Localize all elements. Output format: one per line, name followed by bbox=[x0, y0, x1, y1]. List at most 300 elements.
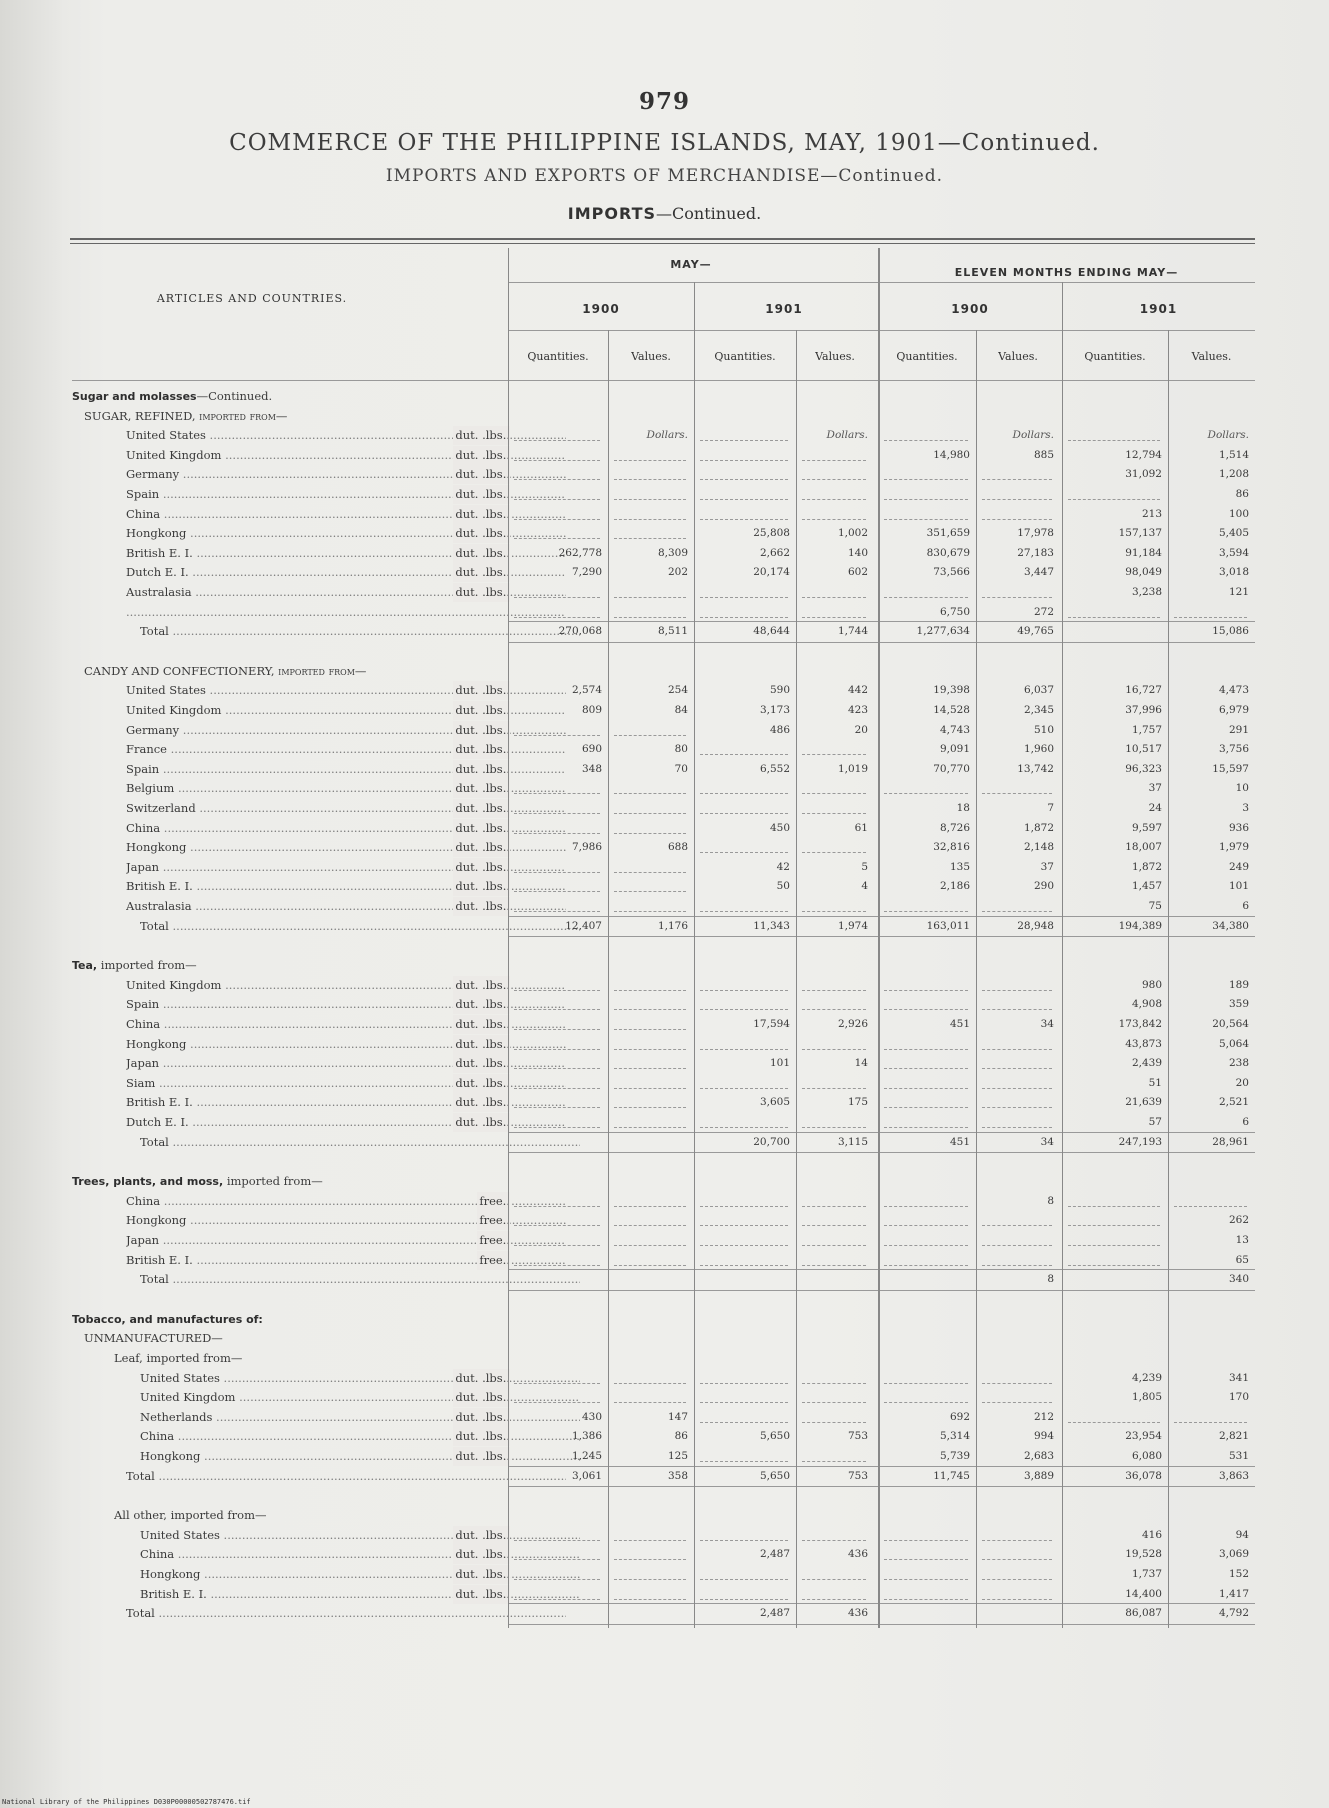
value-cell: 262 bbox=[1228, 1214, 1249, 1227]
value-cell: 8 bbox=[1047, 1194, 1054, 1207]
empty-cell-leader bbox=[884, 1225, 968, 1227]
label-text: Japan bbox=[126, 859, 160, 874]
empty-cell-leader bbox=[884, 793, 968, 795]
value-cell: 1,176 bbox=[657, 919, 688, 932]
row-label bbox=[72, 917, 510, 936]
year-eleven-1900: 1900 bbox=[951, 302, 989, 316]
empty-cell-leader bbox=[982, 793, 1052, 795]
value-cell: 7,290 bbox=[571, 566, 602, 579]
value-cell: 37 bbox=[1148, 782, 1162, 795]
unit-label: dut. .lbs.. bbox=[453, 701, 510, 720]
empty-cell-leader bbox=[614, 1245, 686, 1247]
empty-cell-leader bbox=[802, 1579, 866, 1581]
value-cell: 6,552 bbox=[759, 762, 790, 775]
empty-cell-leader bbox=[514, 460, 600, 462]
value-cell: 13 bbox=[1235, 1234, 1249, 1246]
label-text: Total bbox=[140, 1272, 169, 1287]
value-cell: 6,979 bbox=[1218, 704, 1249, 716]
row-label bbox=[72, 465, 510, 484]
unit-label: dut. .lbs.. bbox=[453, 583, 510, 602]
value-cell: 238 bbox=[1228, 1057, 1249, 1070]
empty-cell-leader bbox=[982, 479, 1052, 481]
empty-cell-leader bbox=[614, 1127, 686, 1129]
value-cell: 270,068 bbox=[558, 625, 602, 638]
label-text: United States bbox=[140, 1370, 220, 1385]
table-row bbox=[72, 1074, 1255, 1093]
empty-cell-leader bbox=[514, 1383, 600, 1385]
value-cell: 36,078 bbox=[1125, 1469, 1162, 1482]
table-row bbox=[72, 426, 1255, 445]
row-label bbox=[72, 1133, 510, 1152]
empty-cell-leader bbox=[802, 754, 866, 756]
row-label bbox=[72, 1251, 510, 1270]
qty-header-4: Quantities. bbox=[1084, 350, 1146, 363]
table-row bbox=[72, 760, 1255, 779]
table-row bbox=[72, 1015, 1255, 1034]
empty-cell-leader bbox=[884, 1402, 968, 1404]
empty-cell-leader bbox=[802, 1422, 866, 1424]
value-cell: 152 bbox=[1228, 1568, 1249, 1580]
value-cell: 416 bbox=[1141, 1528, 1162, 1541]
value-cell: 3,447 bbox=[1023, 566, 1054, 579]
table-row bbox=[72, 465, 1255, 484]
category-name: Trees, plants, and moss, bbox=[72, 1175, 224, 1189]
table-row bbox=[72, 976, 1255, 995]
value-cell: 9,597 bbox=[1131, 821, 1162, 834]
value-cell: 65 bbox=[1235, 1253, 1249, 1266]
empty-cell-leader bbox=[614, 833, 686, 835]
section-title-rest: —Continued. bbox=[656, 204, 762, 223]
value-cell: 2,662 bbox=[759, 546, 790, 559]
value-cell: 2,574 bbox=[571, 684, 602, 697]
label-text: British E. I. bbox=[126, 879, 193, 894]
empty-cell-leader bbox=[802, 1461, 866, 1463]
empty-cell-leader bbox=[614, 911, 686, 913]
total-rule bbox=[508, 642, 1255, 643]
total-rule bbox=[508, 1269, 1255, 1270]
empty-cell-leader bbox=[884, 1107, 968, 1109]
empty-cell-leader bbox=[700, 813, 788, 815]
unit-label: dut. .lbs.. bbox=[453, 1447, 510, 1466]
row-label bbox=[72, 1408, 510, 1427]
category-name: Sugar and molasses bbox=[72, 390, 197, 403]
empty-cell-leader bbox=[802, 1049, 866, 1051]
articles-header: ARTICLES AND COUNTRIES. bbox=[156, 292, 348, 305]
value-cell: 3,238 bbox=[1131, 586, 1162, 598]
label-text: China bbox=[140, 1429, 175, 1444]
empty-cell-leader bbox=[700, 1225, 788, 1227]
total-rule bbox=[508, 1624, 1255, 1625]
total-rule bbox=[508, 621, 1255, 622]
label-text: Total bbox=[140, 918, 169, 933]
page-subtitle: IMPORTS AND EXPORTS OF MERCHANDISE—Continued. bbox=[385, 166, 944, 186]
value-cell: 84 bbox=[674, 704, 688, 716]
row-label bbox=[72, 740, 510, 759]
total-label bbox=[140, 1133, 580, 1152]
top-rule-thin bbox=[70, 243, 1255, 244]
value-cell: 2,439 bbox=[1131, 1057, 1162, 1070]
empty-cell-leader bbox=[700, 1245, 788, 1247]
empty-cell-leader bbox=[514, 891, 600, 893]
category-row bbox=[72, 1329, 1255, 1348]
value-cell: 430 bbox=[581, 1410, 602, 1423]
value-cell: Dollars. bbox=[1207, 429, 1249, 442]
empty-cell-leader bbox=[700, 1127, 788, 1129]
empty-cell-leader bbox=[514, 1579, 600, 1581]
empty-cell-leader bbox=[614, 499, 686, 501]
value-cell: 1,245 bbox=[571, 1450, 602, 1462]
total-row bbox=[72, 1133, 1255, 1152]
empty-cell-leader bbox=[802, 1402, 866, 1404]
value-cell: 2,148 bbox=[1023, 841, 1054, 854]
unit-label: dut. .lbs.. bbox=[453, 877, 510, 896]
value-cell: 6 bbox=[1242, 900, 1249, 912]
value-cell: 140 bbox=[847, 546, 868, 559]
value-cell: 1,872 bbox=[1023, 821, 1054, 834]
country-label bbox=[140, 1526, 580, 1545]
value-cell: 2,926 bbox=[837, 1018, 868, 1030]
value-cell: 31,092 bbox=[1125, 468, 1162, 481]
value-cell: 885 bbox=[1033, 448, 1054, 461]
subcategory-label: All other, imported from— bbox=[114, 1508, 267, 1523]
value-cell: 980 bbox=[1141, 978, 1162, 991]
value-cell: 10 bbox=[1235, 782, 1249, 795]
value-cell: 70 bbox=[674, 762, 688, 775]
empty-cell-leader bbox=[802, 1127, 866, 1129]
row-label bbox=[72, 701, 510, 720]
table-row bbox=[72, 1211, 1255, 1230]
row-label bbox=[72, 524, 510, 543]
empty-cell-leader bbox=[700, 440, 788, 442]
value-cell: 1,386 bbox=[571, 1430, 602, 1443]
empty-cell-leader bbox=[884, 1579, 968, 1581]
value-cell: 135 bbox=[949, 860, 970, 873]
row-label bbox=[72, 1369, 510, 1388]
value-cell: 1,757 bbox=[1131, 723, 1162, 736]
value-cell: 753 bbox=[847, 1469, 868, 1482]
value-cell: 17,594 bbox=[753, 1018, 790, 1030]
row-label bbox=[72, 1545, 510, 1564]
value-cell: 86 bbox=[1235, 488, 1249, 500]
value-cell: 20,700 bbox=[753, 1135, 790, 1148]
value-cell: 125 bbox=[667, 1450, 688, 1462]
empty-cell-leader bbox=[802, 1206, 866, 1208]
empty-cell-leader bbox=[700, 617, 788, 619]
empty-cell-leader bbox=[982, 519, 1052, 521]
table-row bbox=[72, 1113, 1255, 1132]
empty-cell-leader bbox=[514, 1265, 600, 1267]
value-cell: 12,794 bbox=[1125, 448, 1162, 461]
total-rule bbox=[508, 1486, 1255, 1487]
value-cell: Dollars. bbox=[646, 429, 688, 442]
value-cell: 510 bbox=[1033, 723, 1054, 736]
value-cell: 436 bbox=[847, 1548, 868, 1561]
column-divider bbox=[694, 282, 695, 1628]
table-row bbox=[72, 681, 1255, 700]
value-cell: 21,639 bbox=[1125, 1096, 1162, 1109]
empty-cell-leader bbox=[884, 1559, 968, 1561]
val-header-2: Values. bbox=[815, 350, 855, 363]
value-cell: 101 bbox=[1228, 880, 1249, 893]
table-row bbox=[72, 524, 1255, 543]
unit-label: dut. .lbs.. bbox=[453, 563, 510, 582]
value-cell: 5,314 bbox=[939, 1430, 970, 1443]
unit-label: dut. .lbs.. bbox=[453, 1585, 510, 1604]
row-label bbox=[72, 858, 510, 877]
value-cell: 86,087 bbox=[1125, 1607, 1162, 1620]
empty-cell-leader bbox=[802, 617, 866, 619]
label-text: Hongkong bbox=[140, 1449, 201, 1463]
table-row bbox=[72, 819, 1255, 838]
value-cell: 48,644 bbox=[753, 625, 790, 638]
total-label bbox=[126, 1467, 566, 1486]
value-cell: 8,511 bbox=[657, 625, 688, 638]
may-header: MAY— bbox=[670, 258, 712, 271]
empty-cell-leader bbox=[614, 617, 686, 619]
empty-cell-leader bbox=[514, 1540, 600, 1542]
empty-cell-leader bbox=[700, 1422, 788, 1424]
value-cell: 2,521 bbox=[1218, 1096, 1249, 1109]
value-cell: 5,739 bbox=[939, 1450, 970, 1462]
empty-cell-leader bbox=[884, 1599, 968, 1601]
country-label bbox=[140, 1388, 580, 1407]
total-label bbox=[126, 1604, 566, 1623]
empty-cell-leader bbox=[982, 1265, 1052, 1267]
empty-cell-leader bbox=[614, 1540, 686, 1542]
value-cell: 37 bbox=[1040, 860, 1054, 873]
value-cell: 20 bbox=[1235, 1076, 1249, 1089]
empty-cell-leader bbox=[700, 1206, 788, 1208]
empty-cell-leader bbox=[884, 1049, 968, 1051]
value-cell: 32,816 bbox=[933, 841, 970, 854]
empty-cell-leader bbox=[982, 1009, 1052, 1011]
empty-cell-leader bbox=[982, 1540, 1052, 1542]
eleven-months-header: ELEVEN MONTHS ENDING MAY— bbox=[954, 266, 1179, 279]
category-label bbox=[72, 956, 502, 975]
section-title bbox=[0, 204, 1329, 223]
row-label bbox=[72, 603, 510, 622]
empty-cell-leader bbox=[614, 813, 686, 815]
value-cell: 57 bbox=[1148, 1116, 1162, 1128]
value-cell: 9,091 bbox=[939, 743, 970, 756]
scan-footer: National Library of the Philippines D030P00000502787476.tif bbox=[2, 1798, 251, 1806]
row-label bbox=[72, 877, 510, 896]
unit-label: dut. .lbs.. bbox=[453, 1015, 510, 1034]
empty-cell-leader bbox=[884, 597, 968, 599]
subcategory-label: SUGAR, REFINED, imported from— bbox=[84, 408, 288, 423]
value-cell: 15,597 bbox=[1212, 762, 1249, 775]
empty-cell-leader bbox=[700, 1461, 788, 1463]
unit-label: dut. .lbs.. bbox=[453, 1565, 510, 1584]
row-label bbox=[72, 622, 510, 641]
category-row bbox=[72, 956, 1255, 975]
empty-cell-leader bbox=[514, 813, 600, 815]
value-cell: 20,564 bbox=[1212, 1018, 1249, 1030]
empty-cell-leader bbox=[700, 754, 788, 756]
value-cell: 247,193 bbox=[1118, 1135, 1162, 1148]
empty-cell-leader bbox=[884, 1383, 968, 1385]
unit-label: dut. .lbs.. bbox=[453, 1113, 510, 1132]
unit-label: dut. .lbs.. bbox=[453, 1093, 510, 1112]
value-cell: 202 bbox=[667, 566, 688, 579]
empty-cell-leader bbox=[884, 911, 968, 913]
empty-cell-leader bbox=[802, 499, 866, 501]
empty-cell-leader bbox=[614, 1009, 686, 1011]
value-cell: 272 bbox=[1033, 605, 1054, 618]
empty-cell-leader bbox=[802, 479, 866, 481]
row-label bbox=[72, 681, 510, 700]
empty-cell-leader bbox=[700, 597, 788, 599]
label-text: United States bbox=[126, 428, 206, 443]
subcategory-label: CANDY AND CONFECTIONERY, imported from— bbox=[84, 663, 367, 678]
value-cell: 98,049 bbox=[1125, 566, 1162, 579]
row-label bbox=[72, 799, 510, 818]
total-row bbox=[72, 917, 1255, 936]
row-label bbox=[72, 1270, 510, 1289]
value-cell: 1,514 bbox=[1218, 448, 1249, 461]
label-text: United Kingdom bbox=[126, 447, 222, 462]
value-cell: 2,186 bbox=[939, 880, 970, 893]
empty-cell-leader bbox=[1068, 1225, 1160, 1227]
value-cell: 3 bbox=[1242, 802, 1249, 814]
value-cell: 25,808 bbox=[753, 527, 790, 540]
label-text: Spain bbox=[126, 997, 160, 1012]
value-cell: 1,979 bbox=[1218, 841, 1249, 854]
value-cell: 163,011 bbox=[926, 919, 970, 932]
empty-cell-leader bbox=[514, 519, 600, 521]
empty-cell-leader bbox=[614, 1383, 686, 1385]
value-cell: 359 bbox=[1228, 998, 1249, 1011]
value-cell: 147 bbox=[667, 1410, 688, 1423]
unit-label: dut. .lbs.. bbox=[453, 1369, 510, 1388]
empty-cell-leader bbox=[514, 1559, 600, 1561]
value-cell: 6,750 bbox=[939, 605, 970, 618]
value-cell: 6,080 bbox=[1131, 1450, 1162, 1462]
empty-cell-leader bbox=[982, 1225, 1052, 1227]
country-label bbox=[140, 1585, 580, 1604]
row-label bbox=[72, 1054, 510, 1073]
unit-label: dut. .lbs.. bbox=[453, 976, 510, 995]
table-row bbox=[72, 721, 1255, 740]
table-row bbox=[72, 701, 1255, 720]
unit-label: dut. .lbs.. bbox=[453, 819, 510, 838]
label-text: China bbox=[126, 820, 161, 835]
empty-cell-leader bbox=[514, 1127, 600, 1129]
value-cell: 1,872 bbox=[1131, 860, 1162, 873]
label-text: Hongkong bbox=[126, 526, 187, 541]
empty-cell-leader bbox=[802, 1540, 866, 1542]
unit-label: dut. .lbs.. bbox=[453, 465, 510, 484]
label-text: Dutch E. I. bbox=[126, 1115, 189, 1129]
value-cell: 291 bbox=[1228, 723, 1249, 736]
unit-label: dut. .lbs.. bbox=[453, 858, 510, 877]
label-text: Germany bbox=[126, 722, 180, 737]
unit-label: dut. .lbs.. bbox=[453, 681, 510, 700]
value-cell: 4,792 bbox=[1218, 1607, 1249, 1620]
value-cell: 5,064 bbox=[1218, 1037, 1249, 1050]
value-cell: 61 bbox=[854, 821, 868, 834]
empty-cell-leader bbox=[884, 1245, 968, 1247]
value-cell: 3,889 bbox=[1023, 1469, 1054, 1482]
unit-label: dut. .lbs.. bbox=[453, 1388, 510, 1407]
value-cell: 23,954 bbox=[1125, 1430, 1162, 1443]
val-header-1: Values. bbox=[631, 350, 671, 363]
empty-cell-leader bbox=[884, 990, 968, 992]
label-text: Siam bbox=[126, 1075, 156, 1090]
value-cell: 24 bbox=[1148, 802, 1162, 814]
category-label bbox=[72, 1310, 502, 1329]
column-divider bbox=[796, 330, 797, 1628]
value-cell: 100 bbox=[1228, 507, 1249, 520]
row-label bbox=[72, 1113, 510, 1132]
section-title-bold: IMPORTS bbox=[567, 204, 657, 223]
empty-cell-leader bbox=[614, 891, 686, 893]
value-cell: 4,239 bbox=[1131, 1371, 1162, 1384]
value-cell: 8 bbox=[1047, 1273, 1054, 1286]
value-cell: 7 bbox=[1047, 802, 1054, 814]
table-row bbox=[72, 799, 1255, 818]
column-divider bbox=[878, 248, 880, 1628]
label-text: Dutch E. I. bbox=[126, 565, 189, 580]
empty-cell-leader bbox=[614, 538, 686, 540]
value-cell: 1,002 bbox=[837, 527, 868, 540]
label-text: China bbox=[126, 1017, 161, 1031]
value-cell: 34 bbox=[1040, 1135, 1054, 1148]
row-label bbox=[72, 1093, 510, 1112]
empty-cell-leader bbox=[614, 1029, 686, 1031]
empty-cell-leader bbox=[614, 597, 686, 599]
value-cell: 51 bbox=[1148, 1076, 1162, 1089]
unit-label: dut. .lbs.. bbox=[453, 995, 510, 1014]
total-row bbox=[72, 622, 1255, 641]
empty-cell-leader bbox=[884, 1009, 968, 1011]
empty-cell-leader bbox=[514, 597, 600, 599]
value-cell: 189 bbox=[1228, 978, 1249, 991]
country-label bbox=[140, 1545, 580, 1564]
empty-cell-leader bbox=[802, 1383, 866, 1385]
empty-cell-leader bbox=[1068, 1265, 1160, 1267]
unit-label: dut. .lbs.. bbox=[453, 1545, 510, 1564]
total-rule bbox=[508, 916, 1255, 917]
column-divider bbox=[508, 248, 509, 1628]
empty-cell-leader bbox=[700, 1009, 788, 1011]
value-cell: 5,650 bbox=[759, 1430, 790, 1443]
value-cell: 692 bbox=[949, 1410, 970, 1423]
total-row bbox=[72, 1270, 1255, 1289]
value-cell: 96,323 bbox=[1125, 762, 1162, 775]
empty-cell-leader bbox=[884, 479, 968, 481]
qty-header-1: Quantities. bbox=[527, 350, 589, 363]
empty-cell-leader bbox=[614, 735, 686, 737]
value-cell: 5 bbox=[861, 860, 868, 873]
empty-cell-leader bbox=[514, 1068, 600, 1070]
value-cell: 49,765 bbox=[1017, 625, 1054, 638]
value-cell: 2,487 bbox=[759, 1548, 790, 1561]
label-text: Hongkong bbox=[126, 1036, 187, 1051]
empty-cell-leader bbox=[700, 1540, 788, 1542]
empty-cell-leader bbox=[802, 1009, 866, 1011]
empty-cell-leader bbox=[802, 1265, 866, 1267]
country-label bbox=[126, 603, 566, 622]
category-suffix: imported from— bbox=[97, 958, 197, 973]
value-cell: 1,277,634 bbox=[916, 625, 970, 638]
empty-cell-leader bbox=[1068, 1245, 1160, 1247]
label-text: United Kingdom bbox=[126, 977, 222, 992]
row-label bbox=[72, 426, 510, 445]
empty-cell-leader bbox=[802, 813, 866, 815]
category-row bbox=[72, 1172, 1255, 1191]
empty-cell-leader bbox=[982, 1088, 1052, 1090]
